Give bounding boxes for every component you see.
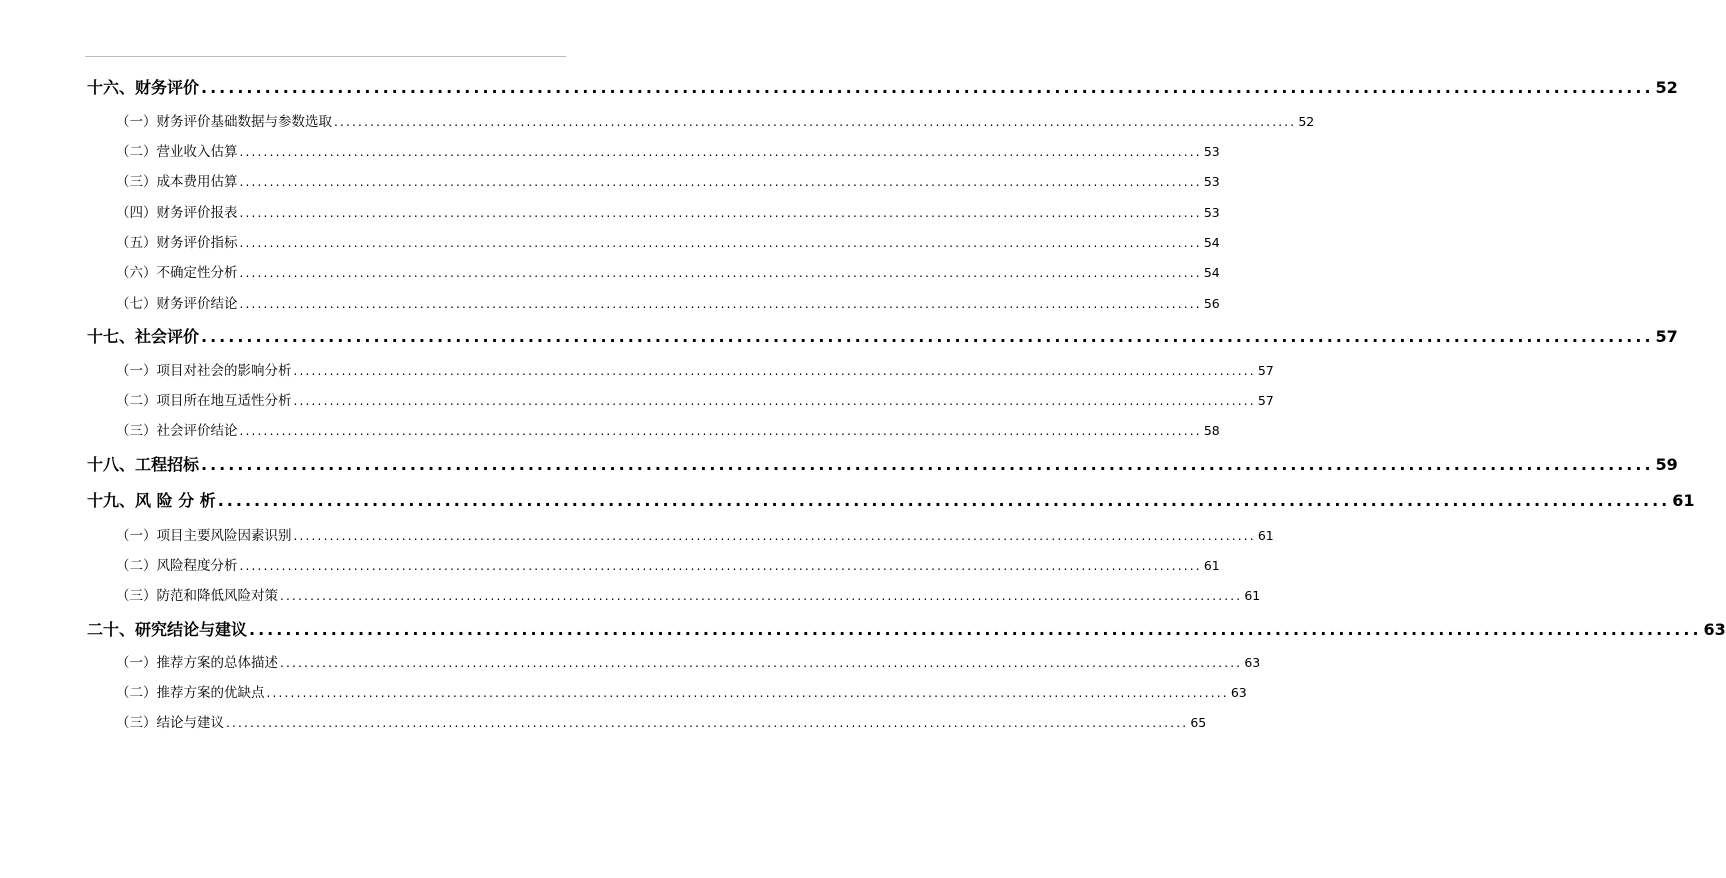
toc-page-number: 58: [1203, 423, 1220, 438]
toc-entry-title: 二十、研究结论与建议: [87, 620, 248, 639]
toc-dot-leader: ................................................................................................................................................................: [239, 266, 1202, 280]
toc-section-entry[interactable]: [116, 142, 1220, 162]
toc-dot-leader: ................................................................................................................................................................: [239, 145, 1202, 159]
toc-chapter-entry[interactable]: [87, 618, 1726, 642]
toc-entry-title: 十六、财务评价: [87, 78, 200, 97]
toc-chapter-entry[interactable]: [87, 325, 1678, 349]
toc-dot-leader: ................................................................................................................................................................: [201, 327, 1654, 346]
toc-dot-leader: ................................................................................................................................................................: [239, 175, 1202, 189]
toc-page-number: 52: [1655, 78, 1678, 97]
toc-page-number: 61: [1203, 558, 1220, 573]
toc-dot-leader: ................................................................................................................................................................: [201, 78, 1654, 97]
toc-page-number: 53: [1203, 144, 1220, 159]
toc-page-number: 53: [1203, 205, 1220, 220]
toc-entry-title: （四）财务评价报表: [116, 205, 238, 221]
toc-section-entry[interactable]: [116, 526, 1274, 546]
toc-entry-title: （一）项目对社会的影响分析: [116, 363, 292, 379]
toc-section-entry[interactable]: [116, 361, 1274, 381]
toc-section-entry[interactable]: [116, 421, 1220, 441]
toc-entry-title: （五）财务评价指标: [116, 235, 238, 251]
toc-page-number: 61: [1244, 588, 1261, 603]
toc-chapter-entry[interactable]: [87, 453, 1678, 477]
toc-chapter-entry[interactable]: [87, 76, 1678, 100]
toc-entry-title: （三）结论与建议: [116, 715, 224, 731]
toc-section-entry[interactable]: [116, 713, 1207, 733]
toc-dot-leader: ................................................................................................................................................................: [280, 656, 1243, 670]
toc-dot-leader: ................................................................................................................................................................: [201, 455, 1654, 474]
toc-section-entry[interactable]: [116, 391, 1274, 411]
toc-chapter-entry[interactable]: [87, 489, 1695, 513]
toc-entry-title: （三）成本费用估算: [116, 174, 238, 190]
toc-page-number: 56: [1203, 296, 1220, 311]
toc-entry-title: （二）营业收入估算: [116, 144, 238, 160]
toc-page-number: 54: [1203, 265, 1220, 280]
toc-section-entry[interactable]: [116, 263, 1220, 283]
toc-section-entry[interactable]: [116, 653, 1261, 673]
toc-entry-title: 十八、工程招标: [87, 455, 200, 474]
toc-page-number: 57: [1257, 363, 1274, 378]
toc-dot-leader: ................................................................................................................................................................: [293, 364, 1256, 378]
toc-dot-leader: ................................................................................................................................................................: [217, 491, 1671, 510]
toc-dot-leader: ................................................................................................................................................................: [239, 206, 1202, 220]
toc-dot-leader: ................................................................................................................................................................: [334, 115, 1297, 129]
toc-page-number: 63: [1703, 620, 1726, 639]
toc-entry-title: （一）财务评价基础数据与参数选取: [116, 114, 332, 130]
toc-dot-leader: ................................................................................................................................................................: [266, 686, 1229, 700]
toc-section-entry[interactable]: [116, 556, 1220, 576]
toc-page-number: 61: [1672, 491, 1695, 510]
toc-page-number: 63: [1244, 655, 1261, 670]
toc-dot-leader: ................................................................................................................................................................: [239, 236, 1202, 250]
toc-entry-title: （六）不确定性分析: [116, 265, 238, 281]
toc-entry-title: （七）财务评价结论: [116, 296, 238, 312]
toc-section-entry[interactable]: [116, 172, 1220, 192]
toc-dot-leader: ................................................................................................................................................................: [239, 297, 1202, 311]
toc-dot-leader: ................................................................................................................................................................: [280, 589, 1243, 603]
toc-page-number: 63: [1230, 685, 1247, 700]
toc-entry-title: 十九、风 险 分 析: [87, 491, 216, 510]
toc-section-entry[interactable]: [116, 112, 1315, 132]
toc-section-entry[interactable]: [116, 683, 1247, 703]
toc-page-number: 57: [1257, 393, 1274, 408]
toc-page-number: 52: [1298, 114, 1315, 129]
toc-entry-title: （二）风险程度分析: [116, 558, 238, 574]
toc-entry-title: （三）社会评价结论: [116, 423, 238, 439]
toc-page-number: 65: [1190, 715, 1207, 730]
toc-section-entry[interactable]: [116, 294, 1220, 314]
toc-entry-title: （二）项目所在地互适性分析: [116, 393, 292, 409]
toc-entry-title: 十七、社会评价: [87, 327, 200, 346]
toc-dot-leader: ................................................................................................................................................................: [293, 394, 1256, 408]
toc-page-number: 53: [1203, 174, 1220, 189]
toc-dot-leader: ................................................................................................................................................................: [239, 559, 1202, 573]
toc-dot-leader: ................................................................................................................................................................: [239, 424, 1202, 438]
toc-entry-title: （一）项目主要风险因素识别: [116, 528, 292, 544]
toc-section-entry[interactable]: [116, 233, 1220, 253]
toc-dot-leader: ................................................................................................................................................................: [249, 620, 1702, 639]
toc-entry-title: （三）防范和降低风险对策: [116, 588, 278, 604]
toc-section-entry[interactable]: [116, 203, 1220, 223]
toc-dot-leader: ................................................................................................................................................................: [293, 529, 1256, 543]
toc-page-number: 57: [1655, 327, 1678, 346]
toc-dot-leader: ................................................................................................................................................................: [226, 716, 1189, 730]
toc-page-number: 59: [1655, 455, 1678, 474]
toc-page-number: 54: [1203, 235, 1220, 250]
toc-entry-title: （一）推荐方案的总体描述: [116, 655, 278, 671]
toc-entry-title: （二）推荐方案的优缺点: [116, 685, 265, 701]
toc-page-number: 61: [1257, 528, 1274, 543]
toc-section-entry[interactable]: [116, 586, 1261, 606]
